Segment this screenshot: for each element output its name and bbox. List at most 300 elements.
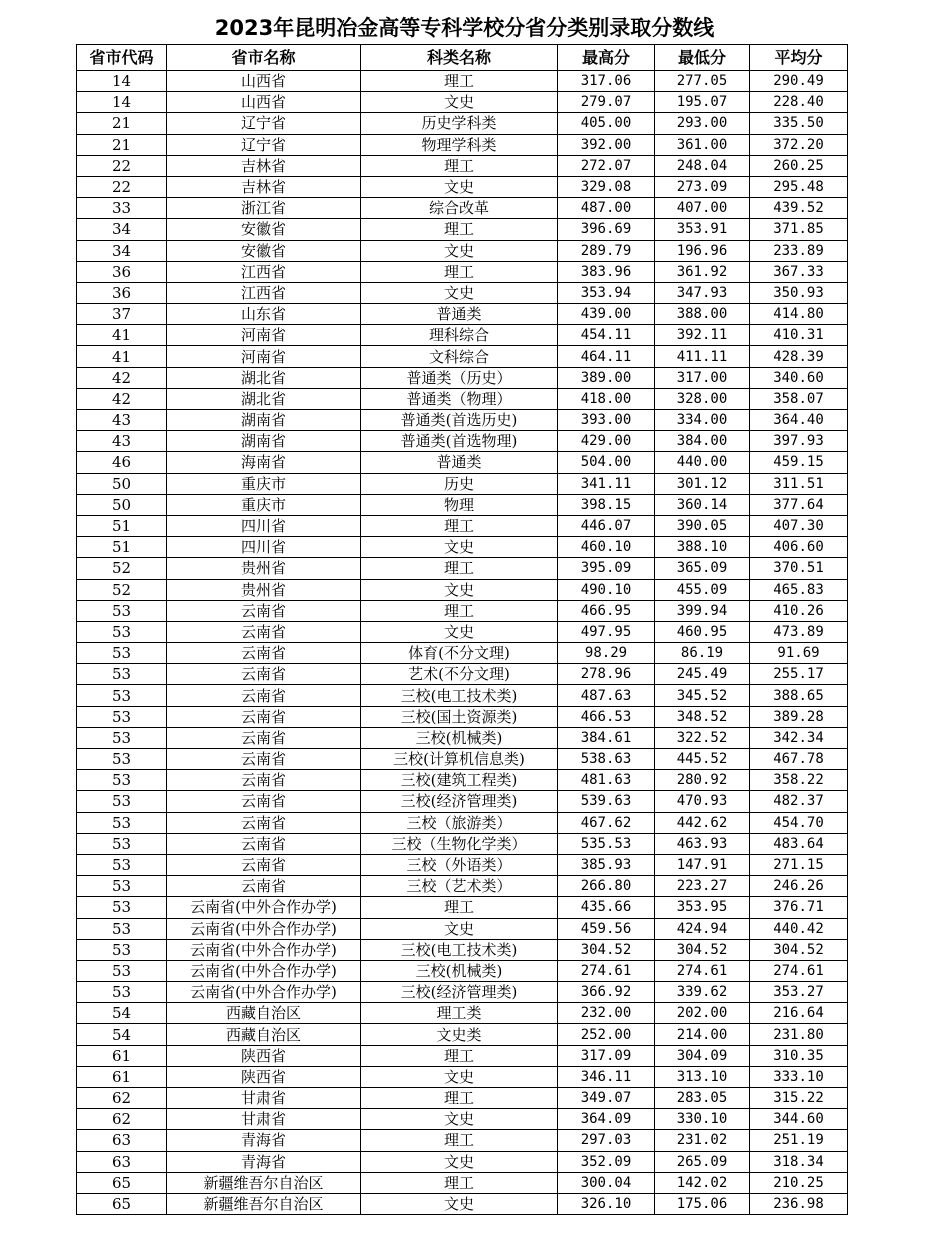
cell-max-score: 352.09 xyxy=(558,1151,655,1172)
cell-province-code: 21 xyxy=(77,113,167,134)
cell-category-name: 三校(经济管理类) xyxy=(361,791,558,812)
cell-category-name: 理工类 xyxy=(361,1003,558,1024)
table-row xyxy=(77,897,848,918)
cell-province-name: 云南省(中外合作办学) xyxy=(167,918,361,939)
cell-category-name: 文史 xyxy=(361,176,558,197)
cell-category-name: 综合改革 xyxy=(361,198,558,219)
table-row xyxy=(77,600,848,621)
cell-category-name: 普通类 xyxy=(361,452,558,473)
cell-province-name: 安徽省 xyxy=(167,219,361,240)
cell-avg-score: 467.78 xyxy=(750,749,848,770)
cell-category-name: 文史 xyxy=(361,918,558,939)
cell-province-code: 37 xyxy=(77,304,167,325)
cell-max-score: 538.63 xyxy=(558,749,655,770)
cell-category-name: 理工 xyxy=(361,558,558,579)
cell-avg-score: 370.51 xyxy=(750,558,848,579)
cell-min-score: 317.00 xyxy=(655,367,750,388)
cell-min-score: 399.94 xyxy=(655,600,750,621)
cell-min-score: 388.00 xyxy=(655,304,750,325)
cell-category-name: 文史 xyxy=(361,282,558,303)
cell-province-code: 62 xyxy=(77,1088,167,1109)
cell-min-score: 347.93 xyxy=(655,282,750,303)
table-row xyxy=(77,1024,848,1045)
cell-avg-score: 340.60 xyxy=(750,367,848,388)
cell-min-score: 455.09 xyxy=(655,579,750,600)
cell-avg-score: 274.61 xyxy=(750,960,848,981)
cell-min-score: 424.94 xyxy=(655,918,750,939)
cell-avg-score: 439.52 xyxy=(750,198,848,219)
cell-max-score: 300.04 xyxy=(558,1172,655,1193)
cell-category-name: 文史 xyxy=(361,1193,558,1214)
cell-province-name: 甘肃省 xyxy=(167,1109,361,1130)
cell-province-code: 53 xyxy=(77,897,167,918)
cell-province-name: 云南省 xyxy=(167,770,361,791)
table-row xyxy=(77,791,848,812)
cell-avg-score: 376.71 xyxy=(750,897,848,918)
table-row xyxy=(77,918,848,939)
cell-avg-score: 246.26 xyxy=(750,876,848,897)
cell-avg-score: 389.28 xyxy=(750,706,848,727)
table-row xyxy=(77,812,848,833)
cell-category-name: 文史 xyxy=(361,621,558,642)
cell-category-name: 普通类（历史） xyxy=(361,367,558,388)
cell-min-score: 390.05 xyxy=(655,515,750,536)
cell-category-name: 历史学科类 xyxy=(361,113,558,134)
cell-province-name: 西藏自治区 xyxy=(167,1003,361,1024)
cell-min-score: 195.07 xyxy=(655,92,750,113)
cell-avg-score: 311.51 xyxy=(750,473,848,494)
table-row xyxy=(77,113,848,134)
cell-province-name: 辽宁省 xyxy=(167,134,361,155)
cell-max-score: 389.00 xyxy=(558,367,655,388)
table-row xyxy=(77,876,848,897)
cell-min-score: 353.95 xyxy=(655,897,750,918)
table-row xyxy=(77,643,848,664)
cell-max-score: 341.11 xyxy=(558,473,655,494)
cell-province-code: 53 xyxy=(77,876,167,897)
cell-max-score: 460.10 xyxy=(558,537,655,558)
cell-max-score: 396.69 xyxy=(558,219,655,240)
cell-min-score: 407.00 xyxy=(655,198,750,219)
cell-min-score: 334.00 xyxy=(655,410,750,431)
cell-avg-score: 260.25 xyxy=(750,155,848,176)
cell-province-name: 安徽省 xyxy=(167,240,361,261)
cell-avg-score: 290.49 xyxy=(750,71,848,92)
table-row xyxy=(77,515,848,536)
cell-province-code: 53 xyxy=(77,939,167,960)
cell-province-code: 53 xyxy=(77,960,167,981)
cell-min-score: 147.91 xyxy=(655,854,750,875)
header-province-name: 省市名称 xyxy=(167,45,361,71)
table-row xyxy=(77,134,848,155)
cell-province-code: 54 xyxy=(77,1024,167,1045)
cell-min-score: 361.00 xyxy=(655,134,750,155)
table-row xyxy=(77,833,848,854)
cell-max-score: 278.96 xyxy=(558,664,655,685)
cell-province-name: 云南省 xyxy=(167,791,361,812)
cell-province-code: 53 xyxy=(77,685,167,706)
cell-province-name: 云南省 xyxy=(167,749,361,770)
cell-min-score: 445.52 xyxy=(655,749,750,770)
cell-province-code: 22 xyxy=(77,176,167,197)
cell-category-name: 三校(电工技术类) xyxy=(361,685,558,706)
table-row xyxy=(77,71,848,92)
cell-max-score: 384.61 xyxy=(558,727,655,748)
cell-province-code: 61 xyxy=(77,1066,167,1087)
cell-province-name: 江西省 xyxy=(167,282,361,303)
cell-province-code: 21 xyxy=(77,134,167,155)
cell-province-name: 云南省 xyxy=(167,812,361,833)
cell-avg-score: 372.20 xyxy=(750,134,848,155)
table-row xyxy=(77,1066,848,1087)
cell-max-score: 289.79 xyxy=(558,240,655,261)
cell-category-name: 理工 xyxy=(361,1088,558,1109)
cell-min-score: 175.06 xyxy=(655,1193,750,1214)
cell-province-name: 吉林省 xyxy=(167,155,361,176)
cell-min-score: 274.61 xyxy=(655,960,750,981)
cell-province-name: 云南省(中外合作办学) xyxy=(167,897,361,918)
cell-min-score: 277.05 xyxy=(655,71,750,92)
cell-max-score: 317.06 xyxy=(558,71,655,92)
cell-province-name: 云南省 xyxy=(167,727,361,748)
cell-province-name: 贵州省 xyxy=(167,558,361,579)
cell-category-name: 文史 xyxy=(361,579,558,600)
cell-province-name: 河南省 xyxy=(167,346,361,367)
cell-province-name: 山西省 xyxy=(167,71,361,92)
cell-max-score: 329.08 xyxy=(558,176,655,197)
cell-avg-score: 483.64 xyxy=(750,833,848,854)
cell-province-name: 山东省 xyxy=(167,304,361,325)
cell-avg-score: 350.93 xyxy=(750,282,848,303)
cell-category-name: 物理学科类 xyxy=(361,134,558,155)
cell-province-code: 53 xyxy=(77,833,167,854)
cell-avg-score: 364.40 xyxy=(750,410,848,431)
cell-min-score: 273.09 xyxy=(655,176,750,197)
cell-max-score: 398.15 xyxy=(558,494,655,515)
table-row xyxy=(77,410,848,431)
header-min-score: 最低分 xyxy=(655,45,750,71)
cell-province-code: 42 xyxy=(77,367,167,388)
cell-max-score: 274.61 xyxy=(558,960,655,981)
cell-province-code: 65 xyxy=(77,1172,167,1193)
cell-category-name: 理工 xyxy=(361,261,558,282)
cell-province-code: 65 xyxy=(77,1193,167,1214)
table-row xyxy=(77,537,848,558)
cell-max-score: 487.63 xyxy=(558,685,655,706)
cell-min-score: 345.52 xyxy=(655,685,750,706)
cell-min-score: 280.92 xyxy=(655,770,750,791)
cell-province-name: 云南省 xyxy=(167,706,361,727)
cell-avg-score: 414.80 xyxy=(750,304,848,325)
cell-max-score: 466.95 xyxy=(558,600,655,621)
cell-max-score: 297.03 xyxy=(558,1130,655,1151)
cell-avg-score: 344.60 xyxy=(750,1109,848,1130)
cell-max-score: 266.80 xyxy=(558,876,655,897)
table-row xyxy=(77,854,848,875)
cell-min-score: 463.93 xyxy=(655,833,750,854)
cell-max-score: 349.07 xyxy=(558,1088,655,1109)
cell-avg-score: 228.40 xyxy=(750,92,848,113)
cell-category-name: 理工 xyxy=(361,219,558,240)
cell-min-score: 328.00 xyxy=(655,388,750,409)
cell-category-name: 普通类 xyxy=(361,304,558,325)
cell-max-score: 304.52 xyxy=(558,939,655,960)
cell-province-name: 青海省 xyxy=(167,1130,361,1151)
cell-avg-score: 482.37 xyxy=(750,791,848,812)
cell-category-name: 文史 xyxy=(361,1151,558,1172)
cell-max-score: 252.00 xyxy=(558,1024,655,1045)
cell-province-name: 甘肃省 xyxy=(167,1088,361,1109)
cell-max-score: 439.00 xyxy=(558,304,655,325)
cell-category-name: 文史 xyxy=(361,1109,558,1130)
table-row xyxy=(77,198,848,219)
cell-max-score: 487.00 xyxy=(558,198,655,219)
table-row xyxy=(77,770,848,791)
cell-province-name: 云南省(中外合作办学) xyxy=(167,939,361,960)
cell-province-name: 浙江省 xyxy=(167,198,361,219)
cell-province-code: 51 xyxy=(77,537,167,558)
table-row xyxy=(77,304,848,325)
cell-province-name: 湖北省 xyxy=(167,367,361,388)
cell-max-score: 535.53 xyxy=(558,833,655,854)
cell-avg-score: 473.89 xyxy=(750,621,848,642)
cell-province-name: 湖南省 xyxy=(167,431,361,452)
table-row xyxy=(77,494,848,515)
cell-province-name: 湖南省 xyxy=(167,410,361,431)
cell-province-name: 云南省 xyxy=(167,600,361,621)
cell-avg-score: 410.31 xyxy=(750,325,848,346)
cell-min-score: 470.93 xyxy=(655,791,750,812)
cell-min-score: 301.12 xyxy=(655,473,750,494)
cell-category-name: 理工 xyxy=(361,600,558,621)
cell-category-name: 历史 xyxy=(361,473,558,494)
cell-province-code: 53 xyxy=(77,706,167,727)
cell-avg-score: 318.34 xyxy=(750,1151,848,1172)
cell-min-score: 283.05 xyxy=(655,1088,750,1109)
table-row xyxy=(77,473,848,494)
table-row xyxy=(77,664,848,685)
cell-max-score: 464.11 xyxy=(558,346,655,367)
cell-province-code: 53 xyxy=(77,727,167,748)
cell-max-score: 392.00 xyxy=(558,134,655,155)
cell-max-score: 272.07 xyxy=(558,155,655,176)
table-row xyxy=(77,1109,848,1130)
cell-category-name: 理工 xyxy=(361,515,558,536)
table-row xyxy=(77,346,848,367)
cell-min-score: 245.49 xyxy=(655,664,750,685)
cell-category-name: 体育(不分文理) xyxy=(361,643,558,664)
cell-min-score: 214.00 xyxy=(655,1024,750,1045)
cell-category-name: 三校（艺术类） xyxy=(361,876,558,897)
cell-avg-score: 353.27 xyxy=(750,982,848,1003)
cell-min-score: 196.96 xyxy=(655,240,750,261)
table-row xyxy=(77,367,848,388)
cell-max-score: 497.95 xyxy=(558,621,655,642)
cell-category-name: 三校（外语类） xyxy=(361,854,558,875)
cell-category-name: 普通类（物理） xyxy=(361,388,558,409)
cell-category-name: 理工 xyxy=(361,1045,558,1066)
cell-avg-score: 358.22 xyxy=(750,770,848,791)
cell-province-name: 青海省 xyxy=(167,1151,361,1172)
cell-province-name: 云南省 xyxy=(167,621,361,642)
cell-province-code: 14 xyxy=(77,71,167,92)
cell-avg-score: 454.70 xyxy=(750,812,848,833)
table-row xyxy=(77,1172,848,1193)
cell-province-name: 辽宁省 xyxy=(167,113,361,134)
cell-min-score: 86.19 xyxy=(655,643,750,664)
table-row xyxy=(77,727,848,748)
cell-min-score: 348.52 xyxy=(655,706,750,727)
table-row xyxy=(77,939,848,960)
cell-min-score: 442.62 xyxy=(655,812,750,833)
cell-province-code: 63 xyxy=(77,1151,167,1172)
cell-province-code: 51 xyxy=(77,515,167,536)
cell-max-score: 459.56 xyxy=(558,918,655,939)
cell-category-name: 三校(建筑工程类) xyxy=(361,770,558,791)
cell-category-name: 理工 xyxy=(361,1130,558,1151)
cell-category-name: 三校(计算机信息类) xyxy=(361,749,558,770)
cell-province-code: 53 xyxy=(77,643,167,664)
cell-min-score: 388.10 xyxy=(655,537,750,558)
cell-province-code: 14 xyxy=(77,92,167,113)
cell-avg-score: 406.60 xyxy=(750,537,848,558)
cell-province-name: 海南省 xyxy=(167,452,361,473)
cell-category-name: 艺术(不分文理) xyxy=(361,664,558,685)
cell-province-name: 云南省 xyxy=(167,876,361,897)
cell-province-code: 53 xyxy=(77,918,167,939)
table-row xyxy=(77,1130,848,1151)
cell-category-name: 理工 xyxy=(361,897,558,918)
cell-avg-score: 231.80 xyxy=(750,1024,848,1045)
cell-province-name: 贵州省 xyxy=(167,579,361,600)
cell-max-score: 454.11 xyxy=(558,325,655,346)
cell-max-score: 539.63 xyxy=(558,791,655,812)
cell-min-score: 313.10 xyxy=(655,1066,750,1087)
cell-avg-score: 295.48 xyxy=(750,176,848,197)
cell-province-name: 重庆市 xyxy=(167,473,361,494)
cell-avg-score: 251.19 xyxy=(750,1130,848,1151)
cell-province-name: 西藏自治区 xyxy=(167,1024,361,1045)
cell-province-name: 云南省(中外合作办学) xyxy=(167,960,361,981)
cell-category-name: 三校（旅游类） xyxy=(361,812,558,833)
cell-max-score: 490.10 xyxy=(558,579,655,600)
page-title: 2023年昆明冶金高等专科学校分省分类别录取分数线 xyxy=(214,16,715,40)
cell-avg-score: 388.65 xyxy=(750,685,848,706)
cell-province-name: 江西省 xyxy=(167,261,361,282)
cell-avg-score: 410.26 xyxy=(750,600,848,621)
cell-province-name: 云南省 xyxy=(167,685,361,706)
cell-avg-score: 371.85 xyxy=(750,219,848,240)
cell-avg-score: 91.69 xyxy=(750,643,848,664)
cell-category-name: 三校(机械类) xyxy=(361,727,558,748)
cell-avg-score: 216.64 xyxy=(750,1003,848,1024)
cell-max-score: 364.09 xyxy=(558,1109,655,1130)
cell-province-name: 陕西省 xyxy=(167,1066,361,1087)
cell-province-name: 山西省 xyxy=(167,92,361,113)
table-row xyxy=(77,621,848,642)
cell-avg-score: 210.25 xyxy=(750,1172,848,1193)
cell-avg-score: 304.52 xyxy=(750,939,848,960)
cell-category-name: 普通类(首选历史) xyxy=(361,410,558,431)
table-row xyxy=(77,388,848,409)
cell-max-score: 232.00 xyxy=(558,1003,655,1024)
cell-min-score: 353.91 xyxy=(655,219,750,240)
cell-max-score: 418.00 xyxy=(558,388,655,409)
cell-max-score: 504.00 xyxy=(558,452,655,473)
table-body xyxy=(77,71,848,1215)
cell-province-name: 云南省(中外合作办学) xyxy=(167,982,361,1003)
table-header-row xyxy=(77,45,848,71)
cell-avg-score: 377.64 xyxy=(750,494,848,515)
cell-avg-score: 335.50 xyxy=(750,113,848,134)
cell-province-code: 61 xyxy=(77,1045,167,1066)
cell-province-code: 53 xyxy=(77,812,167,833)
table-row xyxy=(77,1045,848,1066)
cell-max-score: 446.07 xyxy=(558,515,655,536)
cell-min-score: 330.10 xyxy=(655,1109,750,1130)
cell-category-name: 理工 xyxy=(361,71,558,92)
cell-province-code: 36 xyxy=(77,282,167,303)
cell-min-score: 142.02 xyxy=(655,1172,750,1193)
cell-avg-score: 440.42 xyxy=(750,918,848,939)
cell-avg-score: 236.98 xyxy=(750,1193,848,1214)
cell-category-name: 物理 xyxy=(361,494,558,515)
cell-province-code: 52 xyxy=(77,558,167,579)
cell-max-score: 383.96 xyxy=(558,261,655,282)
cell-province-code: 52 xyxy=(77,579,167,600)
table-row xyxy=(77,749,848,770)
cell-province-name: 湖北省 xyxy=(167,388,361,409)
cell-province-name: 新疆维吾尔自治区 xyxy=(167,1193,361,1214)
cell-province-name: 云南省 xyxy=(167,854,361,875)
header-category-name: 科类名称 xyxy=(361,45,558,71)
table-row xyxy=(77,155,848,176)
cell-province-code: 41 xyxy=(77,346,167,367)
cell-province-code: 50 xyxy=(77,473,167,494)
cell-min-score: 392.11 xyxy=(655,325,750,346)
cell-avg-score: 367.33 xyxy=(750,261,848,282)
table-row xyxy=(77,579,848,600)
cell-category-name: 理科综合 xyxy=(361,325,558,346)
cell-max-score: 467.62 xyxy=(558,812,655,833)
cell-province-code: 53 xyxy=(77,982,167,1003)
table-row xyxy=(77,1193,848,1214)
cell-province-name: 新疆维吾尔自治区 xyxy=(167,1172,361,1193)
cell-avg-score: 310.35 xyxy=(750,1045,848,1066)
header-max-score: 最高分 xyxy=(558,45,655,71)
cell-category-name: 三校（生物化学类） xyxy=(361,833,558,854)
table-row xyxy=(77,431,848,452)
cell-province-code: 53 xyxy=(77,621,167,642)
cell-avg-score: 459.15 xyxy=(750,452,848,473)
cell-province-code: 34 xyxy=(77,240,167,261)
cell-category-name: 普通类(首选物理) xyxy=(361,431,558,452)
cell-max-score: 385.93 xyxy=(558,854,655,875)
table-row xyxy=(77,282,848,303)
cell-max-score: 395.09 xyxy=(558,558,655,579)
cell-category-name: 文史 xyxy=(361,92,558,113)
cell-avg-score: 358.07 xyxy=(750,388,848,409)
cell-min-score: 304.09 xyxy=(655,1045,750,1066)
cell-province-code: 63 xyxy=(77,1130,167,1151)
cell-province-name: 重庆市 xyxy=(167,494,361,515)
cell-max-score: 429.00 xyxy=(558,431,655,452)
cell-min-score: 304.52 xyxy=(655,939,750,960)
cell-min-score: 411.11 xyxy=(655,346,750,367)
cell-avg-score: 271.15 xyxy=(750,854,848,875)
cell-avg-score: 342.34 xyxy=(750,727,848,748)
cell-max-score: 405.00 xyxy=(558,113,655,134)
